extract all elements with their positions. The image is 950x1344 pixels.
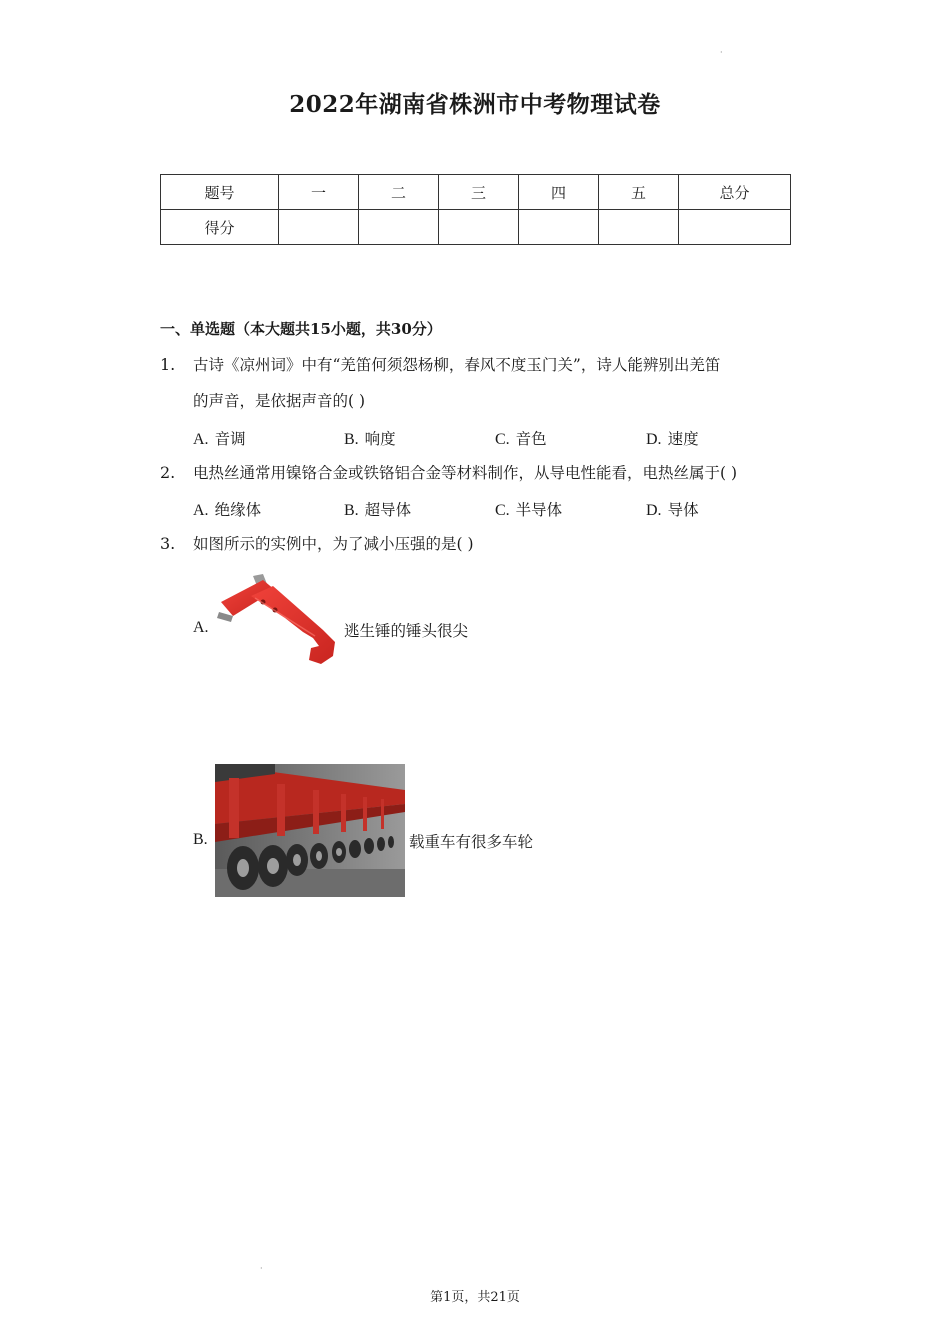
question-text: 古诗《凉州词》中有“羌笛何须怨杨柳，春风不度玉门关”，诗人能辨别出羌笛: [193, 356, 721, 374]
score-table-header-row: [161, 175, 791, 210]
score-cell: [359, 210, 439, 245]
escape-hammer-image: [215, 572, 341, 666]
corner-mark: ·: [720, 48, 723, 57]
option-b-caption: 载重车有很多车轮: [409, 833, 534, 851]
question-text: 电热丝通常用镍铬合金或铁铬铝合金等材料制作，从导电性能看，电热丝属于( ): [193, 464, 738, 482]
question-number: 3.: [160, 534, 176, 553]
score-cell: [599, 210, 679, 245]
score-header-cell: 四: [519, 175, 599, 210]
score-cell: [679, 210, 791, 245]
option-a-letter: A.: [193, 619, 209, 636]
option-c: C. 半导体: [495, 501, 563, 519]
option-d: D. 导体: [646, 501, 699, 519]
score-header-cell: 五: [599, 175, 679, 210]
section-heading: 一、单选题（本大题共15小题，共30分）: [160, 320, 442, 338]
page-footer: 第1页，共21页: [430, 1290, 520, 1305]
option-b: B. 响度: [344, 430, 396, 448]
question-text: 的声音，是依据声音的( ): [193, 392, 366, 410]
score-cell: [439, 210, 519, 245]
score-header-cell: 一: [279, 175, 359, 210]
option-a-caption: 逃生锤的锤头很尖: [344, 622, 469, 640]
score-cell: [279, 210, 359, 245]
question-number: 2.: [160, 463, 176, 482]
page-title: 2022年湖南省株洲市中考物理试卷: [289, 91, 661, 118]
option-b-letter: B.: [193, 831, 208, 848]
question-text: 如图所示的实例中，为了减小压强的是( ): [193, 535, 474, 553]
heavy-truck-image: [215, 764, 405, 897]
corner-mark: ·: [260, 1264, 263, 1273]
score-header-cell: 二: [359, 175, 439, 210]
option-a: A. 绝缘体: [193, 501, 262, 519]
score-header-cell: 三: [439, 175, 519, 210]
question-number: 1.: [160, 355, 176, 374]
score-row-label: 得分: [161, 210, 279, 245]
score-cell: [519, 210, 599, 245]
score-table-score-row: [161, 210, 791, 245]
option-b: B. 超导体: [344, 501, 412, 519]
score-table: [160, 174, 791, 245]
score-header-cell: 题号: [161, 175, 279, 210]
option-a: A. 音调: [193, 430, 246, 448]
score-header-cell: 总分: [679, 175, 791, 210]
option-d: D. 速度: [646, 430, 699, 448]
option-c: C. 音色: [495, 430, 547, 448]
